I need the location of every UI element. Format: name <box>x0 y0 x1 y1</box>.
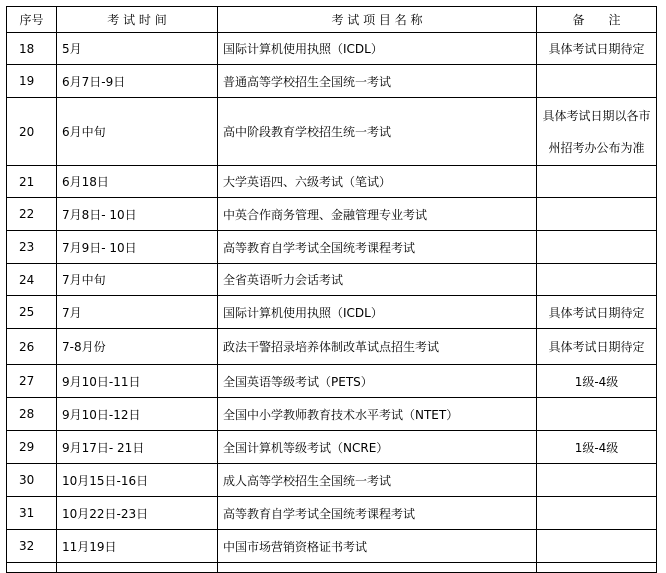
table-row <box>7 98 657 166</box>
row-exam-name: 国际计算机使用执照（ICDL） <box>218 33 537 65</box>
row-exam-time <box>57 563 218 573</box>
row-note <box>537 329 657 365</box>
row-seq: 25 <box>7 296 57 329</box>
table-row <box>7 33 657 65</box>
row-exam-time: 7月中旬 <box>57 264 218 296</box>
row-note <box>537 98 657 166</box>
row-seq: 27 <box>7 365 57 398</box>
row-exam-name: 全国计算机等级考试（NCRE） <box>218 431 537 464</box>
row-exam-name: 高等教育自学考试全国统考课程考试 <box>218 231 537 264</box>
row-note <box>537 464 657 497</box>
header-note: 备 注 <box>537 7 657 33</box>
row-note <box>537 398 657 431</box>
row-exam-time: 6月18日 <box>57 166 218 198</box>
row-exam-name: 全省英语听力会话考试 <box>218 264 537 296</box>
row-exam-name: 大学英语四、六级考试（笔试） <box>218 166 537 198</box>
row-note <box>537 431 657 464</box>
row-exam-time: 7-8月份 <box>57 329 218 365</box>
row-note <box>537 33 657 65</box>
table-row <box>7 497 657 530</box>
row-seq <box>7 563 57 573</box>
table-row <box>7 530 657 563</box>
table-row <box>7 398 657 431</box>
row-seq: 28 <box>7 398 57 431</box>
row-exam-time: 11月19日 <box>57 530 218 563</box>
table-row <box>7 65 657 98</box>
row-exam-time: 6月中旬 <box>57 98 218 166</box>
row-exam-name: 中英合作商务管理、金融管理专业考试 <box>218 198 537 231</box>
row-seq: 24 <box>7 264 57 296</box>
row-exam-time: 7月8日- 10日 <box>57 198 218 231</box>
row-note <box>537 563 657 573</box>
table-row <box>7 198 657 231</box>
row-note-line: 具体考试日期待定 <box>548 305 645 320</box>
row-exam-time: 9月10日-11日 <box>57 365 218 398</box>
row-note-line: 州招考办公布为准 <box>548 140 645 155</box>
row-exam-time: 10月15日-16日 <box>57 464 218 497</box>
row-seq: 21 <box>7 166 57 198</box>
table-row <box>7 166 657 198</box>
row-note-line: 具体考试日期待定 <box>548 340 645 354</box>
table-row <box>7 264 657 296</box>
row-note <box>537 296 657 329</box>
row-seq: 29 <box>7 431 57 464</box>
row-exam-name <box>218 563 537 573</box>
row-exam-time: 7月9日- 10日 <box>57 231 218 264</box>
row-seq: 23 <box>7 231 57 264</box>
row-note <box>537 166 657 198</box>
row-exam-name: 国际计算机使用执照（ICDL） <box>218 296 537 329</box>
table-row <box>7 464 657 497</box>
exam-schedule-table <box>6 6 657 573</box>
row-note <box>537 497 657 530</box>
row-note <box>537 65 657 98</box>
row-note <box>537 365 657 398</box>
table-row <box>7 329 657 365</box>
header-name: 考 试 项 目 名 称 <box>218 7 537 33</box>
row-note-line: 1级-4级 <box>574 440 619 455</box>
table-row <box>7 231 657 264</box>
row-exam-time: 10月22日-23日 <box>57 497 218 530</box>
row-note-line: 具体考试日期以各市 <box>542 108 651 123</box>
table-row <box>7 365 657 398</box>
row-exam-time: 9月17日- 21日 <box>57 431 218 464</box>
row-seq: 26 <box>7 329 57 365</box>
header-seq: 序号 <box>7 7 57 33</box>
row-note <box>537 231 657 264</box>
table-row <box>7 431 657 464</box>
table-row <box>7 563 657 573</box>
row-seq: 19 <box>7 65 57 98</box>
row-exam-name: 全国中小学教师教育技术水平考试（NTET） <box>218 398 537 431</box>
row-note-line: 具体考试日期待定 <box>548 42 645 56</box>
table-row <box>7 296 657 329</box>
row-exam-time: 9月10日-12日 <box>57 398 218 431</box>
row-seq: 30 <box>7 464 57 497</box>
row-exam-name: 政法干警招录培养体制改革试点招生考试 <box>218 329 537 365</box>
row-exam-name: 高等教育自学考试全国统考课程考试 <box>218 497 537 530</box>
row-seq: 32 <box>7 530 57 563</box>
row-exam-time: 6月7日-9日 <box>57 65 218 98</box>
row-exam-time: 5月 <box>57 33 218 65</box>
row-note <box>537 198 657 231</box>
row-seq: 22 <box>7 198 57 231</box>
row-exam-name: 普通高等学校招生全国统一考试 <box>218 65 537 98</box>
row-note <box>537 530 657 563</box>
row-note <box>537 264 657 296</box>
row-exam-name: 成人高等学校招生全国统一考试 <box>218 464 537 497</box>
row-seq: 31 <box>7 497 57 530</box>
row-exam-name: 全国英语等级考试（PETS） <box>218 365 537 398</box>
row-exam-time: 7月 <box>57 296 218 329</box>
row-seq: 20 <box>7 98 57 166</box>
row-exam-name: 中国市场营销资格证书考试 <box>218 530 537 563</box>
row-seq: 18 <box>7 33 57 65</box>
row-note-line: 1级-4级 <box>574 374 619 389</box>
header-row <box>7 7 657 33</box>
row-exam-name: 高中阶段教育学校招生统一考试 <box>218 98 537 166</box>
header-time: 考 试 时 间 <box>57 7 218 33</box>
